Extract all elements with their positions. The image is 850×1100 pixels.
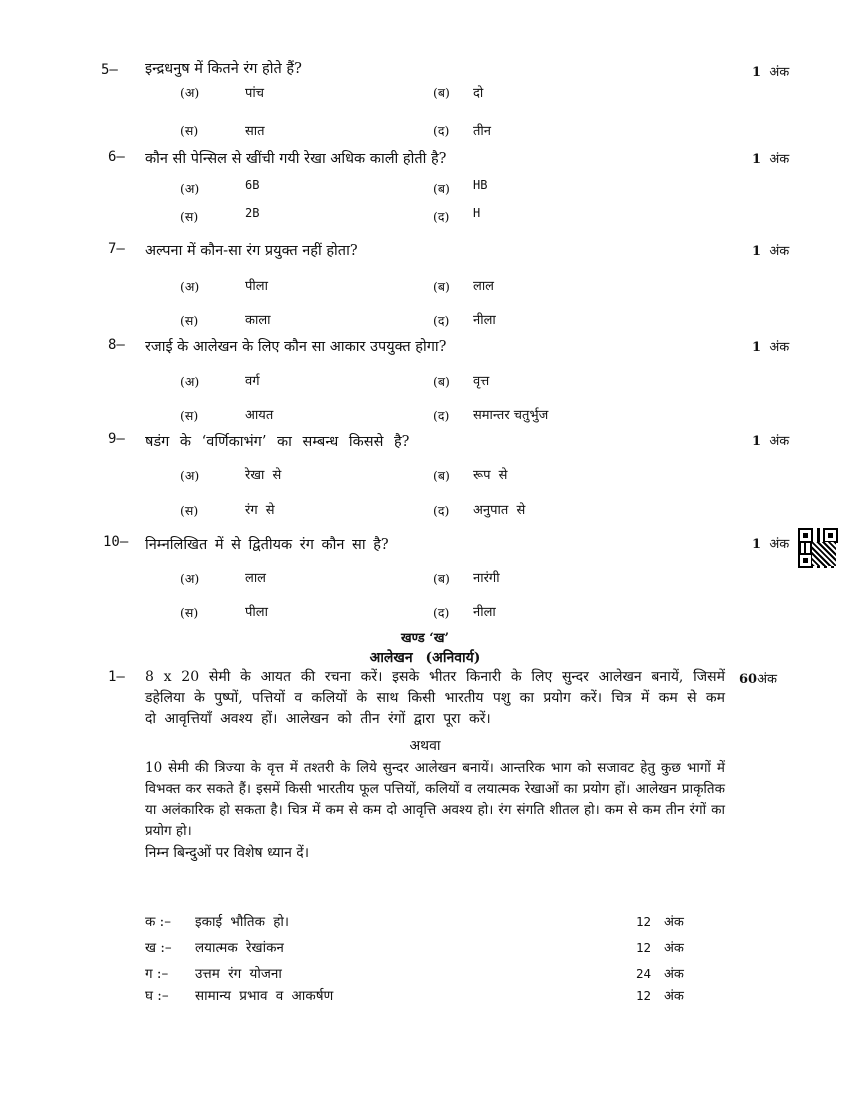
question-marks: 60अंक [739,672,778,687]
option-value: पीला [245,279,268,294]
option-value: काला [245,313,271,328]
option-label: (स) [180,503,199,518]
criteria-label: घ :– [145,988,169,1004]
option-value: नारंगी [473,571,500,586]
section-title: खण्ड ‘ख’ [401,631,449,646]
option-value: सात [245,124,265,139]
criteria-text: इकाई भौतिक हो। [195,914,290,930]
question-number: 9– [108,431,125,447]
question-text: इन्द्रधनुष में कितने रंग होते हैं? [145,61,302,77]
option-value: 6B [245,178,260,192]
option-value: वर्ग [245,374,260,389]
question-number: 10– [103,534,129,550]
option-label: (द) [433,123,450,138]
question-paragraph-alt: 10 सेमी की त्रिज्या के वृत्त में तश्तरी के लिये सुन्दर आलेखन बनायें। आन्तरिक भाग को सजावट हेतु कुछ भागों में विभक्त कर सकते हैं। इसमें किसी भारतीय फूल पत्तियों, कलियों व लयात्मक रेखाओं का प्रयोग हों। आलेखन प्राकृतिक या अलंकारिक हो सकता है। चित्र में कम से कम दो आवृत्ति अवश्य हो। रंग संगति शीतल हो। कम से कम तीन रंगों का प्रयोग हो। [145,760,725,839]
option-label: (ब) [433,374,450,389]
option-label: (ब) [433,279,450,294]
option-value: दो [473,86,484,101]
option-value: लाल [473,279,494,294]
question-number: 5– [101,62,118,78]
option-value: पीला [245,605,268,620]
option-label: (अ) [180,279,200,294]
question-marks: 1 अंक [752,152,790,167]
option-label: (द) [433,605,450,620]
option-value: लाल [245,571,266,586]
question-marks: 1 अंक [752,65,790,80]
question-number: 7– [108,241,125,257]
qr-code [798,528,838,568]
criteria-marks: 12 [636,940,652,955]
section-subtitle: आलेखन (अनिवार्य) [369,650,481,666]
option-label: (द) [433,503,450,518]
criteria-label: ग :– [145,966,169,982]
question-text: रजाई के आलेखन के लिए कौन सा आकार उपयुक्त होगा? [145,339,447,355]
option-value: रंग से [245,503,275,518]
option-value: पांच [245,86,265,101]
question-number: 1– [108,669,125,685]
criteria-label: क :– [145,914,171,930]
criteria-marks: 12 [636,914,652,929]
option-label: (अ) [180,374,200,389]
criteria-unit: अंक [664,915,684,930]
question-number: 6– [108,149,125,165]
option-value: 2B [245,206,260,220]
option-label: (अ) [180,571,200,586]
option-label: (स) [180,605,199,620]
option-value: HB [473,178,488,192]
option-label: (स) [180,209,199,224]
option-label: (ब) [433,85,450,100]
criteria-text: सामान्य प्रभाव व आकर्षण [195,988,334,1004]
question-marks: 1 अंक [752,244,790,259]
option-value: समान्तर चतुर्भुज [473,408,549,423]
option-label: (द) [433,313,450,328]
question-text: अल्पना में कौन-सा रंग प्रयुक्त नहीं होता? [145,243,358,259]
question-text: कौन सी पेन्सिल से खींची गयी रेखा अधिक काली होती है? [145,151,447,167]
option-label: (स) [180,408,199,423]
option-value: रेखा से [245,468,282,483]
question-marks: 1 अंक [752,434,790,449]
option-value: तीन [473,124,491,139]
criteria-label: ख :– [145,940,172,956]
question-text: निम्नलिखित में से द्वितीयक रंग कौन सा है? [145,537,389,553]
criteria-unit: अंक [664,989,684,1004]
question-marks: 1 अंक [752,537,790,552]
option-label: (अ) [180,468,200,483]
option-label: (द) [433,408,450,423]
question-text: षडंग के ‘वर्णिकाभंग’ का सम्बन्ध किससे है? [145,434,410,450]
note-text: निम्न बिन्दुओं पर विशेष ध्यान दें। [145,845,310,861]
criteria-marks: 12 [636,988,652,1003]
option-value: आयत [245,408,274,423]
option-label: (अ) [180,181,200,196]
option-value: वृत्त [473,374,490,389]
option-value: नीला [473,605,496,620]
criteria-unit: अंक [664,941,684,956]
option-label: (स) [180,313,199,328]
option-value: H [473,206,481,220]
criteria-unit: अंक [664,967,684,982]
option-value: नीला [473,313,496,328]
option-label: (स) [180,123,199,138]
question-number: 8– [108,337,125,353]
option-label: (अ) [180,85,200,100]
or-separator: अथवा [409,738,441,754]
option-value: रूप से [473,468,508,483]
option-label: (ब) [433,468,450,483]
criteria-text: उत्तम रंग योजना [195,966,282,982]
criteria-text: लयात्मक रेखांकन [195,940,284,956]
criteria-marks: 24 [636,966,652,981]
question-marks: 1 अंक [752,340,790,355]
option-value: अनुपात से [473,503,526,518]
option-label: (ब) [433,181,450,196]
option-label: (द) [433,209,450,224]
option-label: (ब) [433,571,450,586]
question-paragraph: 8 x 20 सेमी के आयत की रचना करें। इसके भीतर किनारी के लिए सुन्दर आलेखन बनायें, जिसमें डहेलिया के पुष्पों, पत्तियों व कलियों के साथ किसी भारतीय पशु का प्रयोग करें। चित्र में कम से कम दो आवृत्तियाँ अवश्य हों। आलेखन को तीन रंगों द्वारा पूरा करें। [145,669,725,727]
